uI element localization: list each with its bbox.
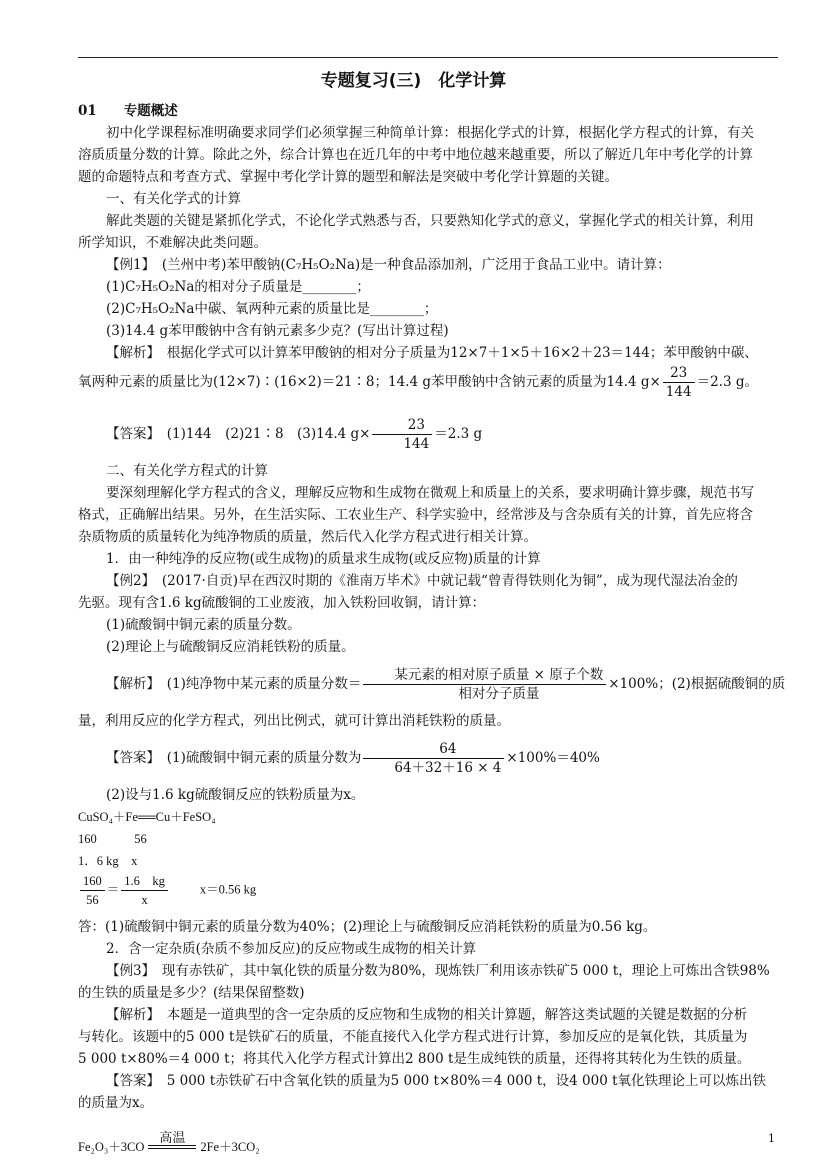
text-line: 5 000 t×80%＝4 000 t；将其代入化学方程式计算出2 800 t是生成纯铁的质量，还得将其转化为生铁的质量。 (78, 1051, 751, 1067)
fraction-mass-fraction-formula: $\frac{\text{某元素的相对原子质量 × 原子个数}}{\text{相对分子质量}}$ (363, 666, 606, 703)
fraction-160-56: $\frac{160}{56}$ (80, 872, 105, 909)
section-impurity-calc (78, 916, 778, 1114)
text-line: (2)C₇H₅O₂Na中碳、氧两种元素的质量比是________； (106, 301, 438, 317)
text-line: 1．由一种纯净的反应物(或生成物)的质量求生成物(或反应物)质量的计算 (106, 551, 541, 567)
page-title: 专题复习(三) 化学计算 (320, 71, 507, 91)
fraction-answer-1: $\frac{23}{144}$ (372, 416, 432, 453)
answer-2-proportion: $\frac{160}{56}$ ＝ $\frac{1.6 kg}{x}$ x＝0.56 kg (78, 872, 778, 916)
proportion-result: x＝0.56 kg (199, 882, 257, 897)
text-line: 【例3】 现有赤铁矿，其中氧化铁的质量分数为80%，现炼铁厂利用该赤铁矿5 000 t，理论上可炼出含铁98% (106, 963, 770, 979)
fraction-na-ratio: $\frac{23}{144}$ (663, 364, 695, 401)
text-line: 【例2】 (2017·自贡)早在西汉时期的《淮南万毕术》中就记载“曾青得铁则化为铜”，成为现代湿法冶金的 (106, 573, 738, 589)
text-line: 一、有关化学式的计算 (106, 191, 241, 207)
text-line: 所学知识，不难解决此类问题。 (78, 235, 267, 251)
fraction-cu-mass-fraction: $\frac{64}{64+32+16 \times 4}$ (363, 740, 504, 777)
answer-2-molar-masses: 160 56 (78, 832, 147, 846)
text-line: 的质量为x。 (78, 1095, 154, 1111)
analysis-1-line (78, 364, 778, 408)
text-line: 答：(1)硫酸铜中铜元素的质量分数为40%；(2)理论上与硫酸铜反应消耗铁粉的质量为0.56 kg。 (78, 919, 657, 935)
text-line: (2)理论上与硫酸铜反应消耗铁粉的质量。 (106, 639, 355, 655)
text-line: 与转化。该题中的5 000 t是铁矿石的质量，不能直接代入化学方程式进行计算，参加反应的是氧化铁，其质量为 (78, 1029, 748, 1045)
reaction-condition: 高温 (159, 1130, 186, 1146)
text-line: 初中化学课程标准明确要求同学们必须掌握三种简单计算：根据化学式的计算，根据化学方程式的计算，有关 (106, 125, 754, 141)
text-line: 【解析】 本题是一道典型的含一定杂质的反应物和生成物的相关计算题，解答这类试题的关键是数据的分析 (106, 1007, 748, 1023)
text-line: 的生铁的质量是多少？(结果保留整数) (78, 985, 305, 1001)
equation-3 (78, 1130, 778, 1160)
text-line: (1)硫酸铜中铜元素的质量分数。 (106, 617, 301, 633)
text-line: 二、有关化学方程式的计算 (106, 463, 268, 479)
answer-2-result: ×100%＝40% (506, 750, 600, 766)
text-line: (1)C₇H₅O₂Na的相对分子质量是________； (106, 279, 370, 295)
analysis-2-text: 【解析】 (1)纯净物中某元素的质量分数＝ (106, 676, 362, 692)
text-line: (3)14.4 g苯甲酸钠中含有钠元素多少克？(写出计算过程) (106, 323, 449, 339)
text-line: 先驱。现有含1.6 kg硫酸铜的工业废液，加入铁粉回收铜，请计算： (78, 595, 486, 611)
text-line: 要深刻理解化学方程式的含义，理解反应物和生成物在微观上和质量上的关系，要求明确计算步骤，规范书写 (106, 485, 754, 501)
text-line: 2．含一定杂质(杂质不参加反应)的反应物或生成物的相关计算 (106, 941, 477, 957)
answer-2-masses: 1．6 kg x (78, 854, 138, 868)
equation-3-products: 2Fe＋3CO₂ (200, 1140, 260, 1154)
answer-1-text: 【答案】 (1)144 (2)21∶8 (3)14.4 g× (106, 426, 371, 442)
equation-3-reactants: Fe₂O₃＋3CO (78, 1140, 145, 1154)
text-line: 杂质物质的质量转化为纯净物质的质量，然后代入化学方程式进行相关计算。 (78, 529, 537, 545)
text-line: 【解析】 根据化学式可以计算苯甲酸钠的相对分子质量为12×7＋1×5＋16×2＋23＝144；苯甲酸钠中碳、 (106, 345, 758, 361)
text-line: 01 专题概述 (78, 103, 178, 119)
analysis-2-tail: ×100%；(2)根据硫酸铜的质 (608, 676, 786, 692)
analysis-2-line (78, 666, 786, 710)
section-equation-calc (78, 460, 778, 658)
analysis-2-continuation: 量，利用反应的化学方程式，列出比例式，就可计算出消耗铁粉的质量。 (78, 713, 510, 729)
text-line: 题的命题特点和考查方式、掌握中考化学计算的题型和解法是突破中考化学计算题的关键。 (78, 169, 618, 185)
answer-1-result: ＝2.3 g (434, 426, 483, 442)
answer-1-line (78, 416, 778, 460)
answer-2-equation: CuSO₄＋Fe══Cu＋FeSO₄ (78, 810, 216, 824)
text-line: 格式，正确解出结果。另外，在生活实际、工农业生产、科学实验中，经常涉及与含杂质有关的计算，首先应将含 (78, 507, 753, 523)
answer-2-setup: (2)设与1.6 kg硫酸铜反应的铁粉质量为x。 (106, 787, 365, 803)
text-line: 解此类题的关键是紧抓化学式，不论化学式熟悉与否，只要熟知化学式的意义，掌握化学式的相关计算，利用 (106, 213, 754, 229)
answer-2-line (78, 740, 778, 784)
answer-2-text: 【答案】 (1)硫酸铜中铜元素的质量分数为 (106, 750, 362, 766)
text-line: 【例1】 (兰州中考)苯甲酸钠(C₇H₅O₂Na)是一种食品添加剂，广泛用于食品工业中。请计算： (106, 257, 671, 273)
text-line: 【答案】 5 000 t赤铁矿石中含氧化铁的质量为5 000 t×80%＝4 000 t，设4 000 t氧化铁理论上可以炼出铁 (106, 1073, 767, 1089)
section-overview (78, 100, 778, 364)
reaction-arrow-icon (148, 1130, 196, 1155)
text-line: 溶质质量分数的计算。除此之外，综合计算也在近几年的中考中地位越来越重要，所以了解近几年中考化学的计算 (78, 147, 753, 163)
header-rule (78, 57, 778, 58)
analysis-1-result: ＝2.3 g。 (696, 374, 758, 390)
document-body (78, 100, 786, 1160)
page-number: 1 (768, 1132, 775, 1145)
fraction-1.6kg-x: $\frac{1.6 kg}{x}$ (121, 872, 168, 909)
analysis-1-text: 氧两种元素的质量比为(12×7)∶(16×2)＝21∶8；14.4 g苯甲酸钠中含钠元素的质量为14.4 g× (78, 374, 661, 390)
